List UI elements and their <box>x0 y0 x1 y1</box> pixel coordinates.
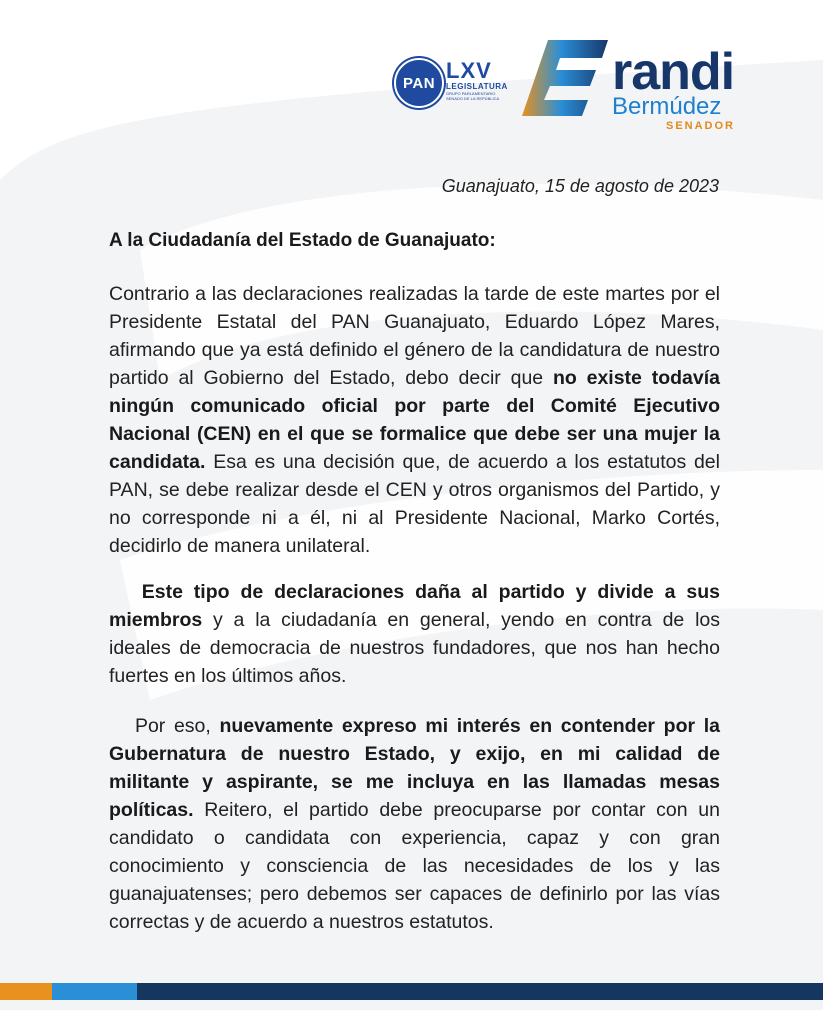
footer-bar-blue <box>52 983 137 1000</box>
footer-bar-navy <box>137 983 823 1000</box>
paragraph-3-text-c: Reitero, el partido debe preocuparse por contar con un candidato o candidata con experiencia, capaz y con gran conocimiento y consciencia de las necesidades de los y las guanajuatenses; pero debemos ser capaces de definirlo por las vías correctas y de acuerdo a nuestros estatutos. <box>109 799 720 933</box>
paragraph-1-bold: no existe todavía ningún comunicado oficial por parte del Comité Ejecutivo Nacional (CEN) en el que se formalice que debe ser una mujer la candidata. <box>109 367 720 473</box>
footer-bar-orange <box>0 983 52 1000</box>
letter-date: Guanajuato, 15 de agosto de 2023 <box>441 176 719 196</box>
paragraph-1-text-c: Esa es una decisión que, de acuerdo a los estatutos del PAN, se debe realizar desde el CEN y otros organismos del Partido, y no corresponde ni a él, ni al Presidente Nacional, Marko Cortés, decidirlo de manera unilateral. <box>109 451 720 557</box>
letter-salutation: A la Ciudadanía del Estado de Guanajuato: <box>109 230 496 251</box>
paragraph-3-text-a: Por eso, <box>134 715 220 737</box>
erandi-e-mark-icon <box>518 36 614 120</box>
paragraph-2-bold: Este tipo de declaraciones daña al partido y divide a sus miembros <box>109 581 720 631</box>
group-label: GRUPO PARLAMENTARIO SENADO DE LA REPÚBLICA <box>446 91 500 101</box>
paragraph-3 <box>109 712 720 936</box>
legislatura-label: LEGISLATURA <box>446 82 508 91</box>
paragraph-1-text-a: Contrario a las declaraciones realizadas la tarde de este martes por el Presidente Estatal del PAN Guanajuato, Eduardo López Mares, afirmando que ya está definido el género de la candidatura de nuestro partido al Gobierno del Estado, debo decir que <box>109 283 720 389</box>
paragraph-3-bold: nuevamente expreso mi interés en contender por la Gubernatura de nuestro Estado, y exijo, en mi calidad de militante y aspirante, se me incluya en las llamadas mesas políticas. <box>109 715 720 821</box>
erandi-role: SENADOR <box>666 120 736 132</box>
paragraph-2 <box>109 578 720 690</box>
erandi-bermudez-logo <box>518 36 736 136</box>
paragraph-2-text-c: y a la ciudadanía en general, yendo en contra de los ideales de democracia de nuestros fundadores, que nos han hecho fuertes en los últimos años. <box>109 609 720 687</box>
pan-logo-text: PAN <box>402 74 436 92</box>
pan-lxv-logo <box>394 58 508 108</box>
lxv-text: LXV <box>446 58 492 83</box>
erandi-surname: Bermúdez <box>612 93 722 120</box>
paragraph-1 <box>109 280 720 560</box>
pan-logo-icon <box>394 58 444 108</box>
erandi-name: randi <box>612 43 735 101</box>
